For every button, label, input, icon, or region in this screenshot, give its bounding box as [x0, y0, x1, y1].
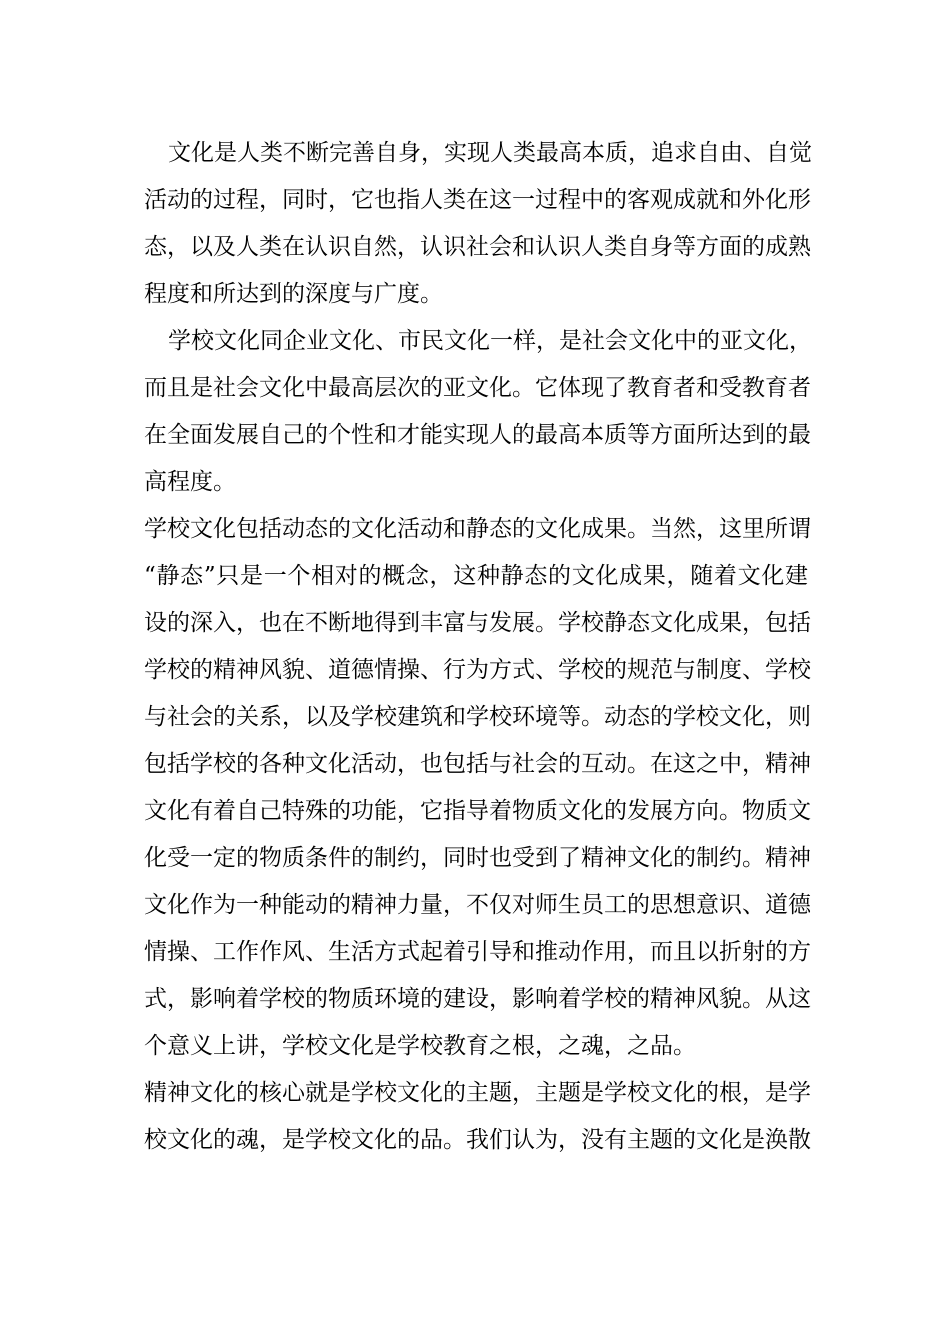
paragraph-2: [144, 318, 812, 506]
text-line: 与社会的关系，以及学校建筑和学校环境等。动态的学校文化，则: [144, 704, 811, 730]
text-line: 高程度。: [144, 469, 236, 495]
text-line: 程度和所达到的深度与广度。: [144, 281, 443, 307]
text-line: 而且是社会文化中最高层次的亚文化。它体现了教育者和受教育者: [144, 375, 811, 401]
text-line: 学校文化同企业文化、市民文化一样，是社会文化中的亚文化，: [168, 328, 812, 354]
text-line: 学校文化包括动态的文化活动和静态的文化成果。当然，这里所谓: [144, 516, 811, 542]
text-line: 精神文化的核心就是学校文化的主题，主题是学校文化的根，是学: [144, 1080, 811, 1106]
text-line: 文化作为一种能动的精神力量，不仅对师生员工的思想意识、道德: [144, 892, 811, 918]
text-line: 活动的过程，同时，它也指人类在这一过程中的客观成就和外化形: [144, 187, 811, 213]
document-page: [144, 130, 812, 1164]
text-line: 包括学校的各种文化活动，也包括与社会的互动。在这之中，精神: [144, 751, 811, 777]
text-line: 学校的精神风貌、道德情操、行为方式、学校的规范与制度、学校: [144, 657, 811, 683]
text-line: 化受一定的物质条件的制约，同时也受到了精神文化的制约。精神: [144, 845, 811, 871]
text-line: 个意义上讲，学校文化是学校教育之根，之魂，之品。: [144, 1033, 696, 1059]
text-line: 式，影响着学校的物质环境的建设，影响着学校的精神风貌。从这: [144, 986, 811, 1012]
paragraph-4: [144, 1070, 811, 1164]
text-line: 在全面发展自己的个性和才能实现人的最高本质等方面所达到的最: [144, 422, 811, 448]
text-line: 设的深入，也在不断地得到丰富与发展。学校静态文化成果，包括: [144, 610, 811, 636]
text-line: 态，以及人类在认识自然，认识社会和认识人类自身等方面的成熟: [144, 234, 811, 260]
text-line: 文化是人类不断完善自身，实现人类最高本质，追求自由、自觉: [168, 140, 812, 166]
paragraph-1: [144, 130, 812, 318]
text-line: 情操、工作作风、生活方式起着引导和推动作用，而且以折射的方: [144, 939, 811, 965]
text-line: 校文化的魂，是学校文化的品。我们认为，没有主题的文化是涣散: [144, 1127, 811, 1153]
text-line: 文化有着自己特殊的功能，它指导着物质文化的发展方向。物质文: [144, 798, 811, 824]
text-line: “静态”只是一个相对的概念，这种静态的文化成果，随着文化建: [144, 563, 808, 589]
paragraph-3: [144, 506, 811, 1070]
